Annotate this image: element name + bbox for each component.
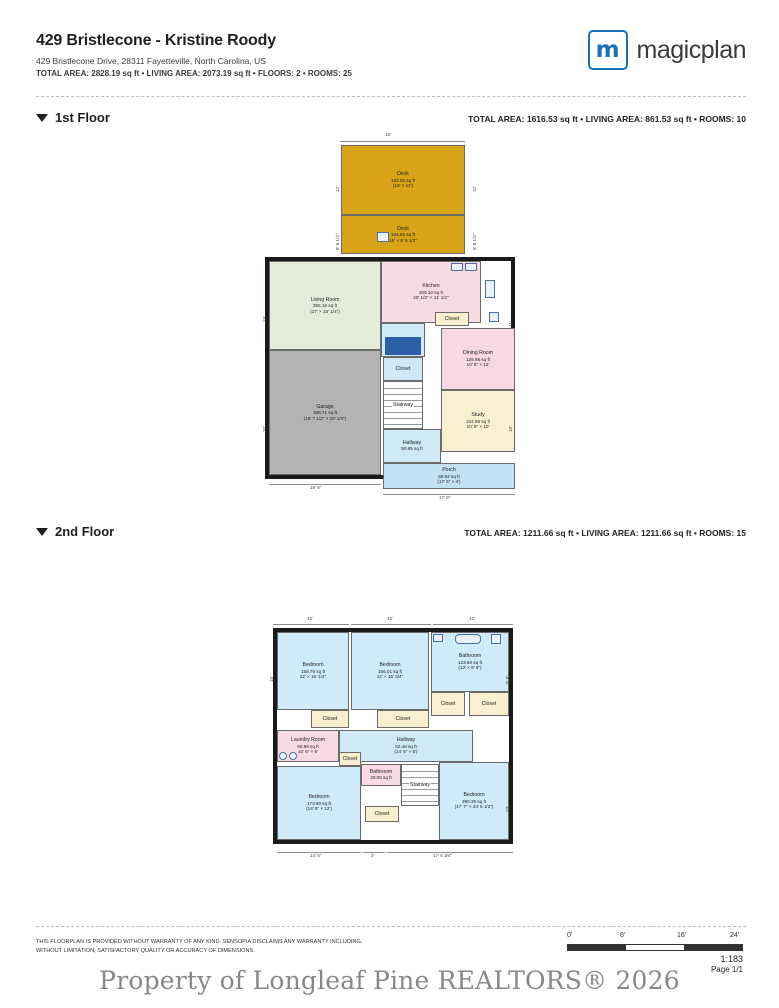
- room-label: Closet: [395, 715, 411, 722]
- stove-fixture-icon: [465, 263, 477, 271]
- room-label: Dining Room: [463, 350, 493, 357]
- room-area: 209.10 sq ft: [418, 289, 443, 295]
- scale-ratio: 1:183: [720, 954, 743, 964]
- room-closet-b[interactable]: [469, 692, 509, 716]
- room-label: Closet: [440, 700, 456, 707]
- floor2-name: 2nd Floor: [55, 524, 115, 539]
- room-dims: (19' 7 1/2" × 20' 1/4"): [303, 415, 347, 421]
- room-area: 104.65 sq ft: [390, 232, 415, 238]
- property-address: 429 Bristlecone Drive, 28311 Fayetteville, North Carolina, US: [36, 56, 266, 66]
- footer-divider: [36, 926, 746, 927]
- room-dims: (13' × 9' 6"): [458, 665, 482, 671]
- room-closet-kitchen[interactable]: [435, 312, 469, 326]
- room-area: 123.50 sq ft: [457, 659, 482, 665]
- room-dims: 12' × 15' 1/4": [299, 674, 327, 680]
- dim-line-garage-bottom: [269, 484, 381, 485]
- dim-top-a: 12': [307, 616, 313, 621]
- room-label: Hallway: [402, 439, 422, 446]
- room-label: Hallway: [396, 737, 416, 744]
- dim-right-b: 23': [505, 806, 510, 812]
- dim-left-a: 15': [269, 676, 274, 682]
- room-label: Stairway: [410, 781, 430, 788]
- room-dims: (14' 6" × 12'): [306, 806, 332, 812]
- room-label: Deck: [397, 171, 409, 178]
- room-label: Bedroom: [379, 662, 401, 669]
- room-closet-a[interactable]: [431, 692, 465, 716]
- room-area: 173.80 sq ft: [306, 800, 331, 806]
- room-stairway[interactable]: [383, 381, 423, 429]
- floor2-plan: [255, 612, 535, 872]
- disclaimer-line-2: WITHOUT LIMITATION, SATISFACTORY QUALITY OR ACCURACY OF DIMENSIONS.: [36, 947, 255, 954]
- room-garage[interactable]: [269, 350, 381, 475]
- room-label: Laundry Room: [290, 737, 326, 744]
- dim-top-b: 12': [387, 616, 393, 621]
- room-dims: (17' × 15' 1/4"): [310, 308, 340, 314]
- dim-right-upper: 11': [508, 321, 513, 327]
- room-dims: 12' × 15' 3/4": [376, 674, 404, 680]
- floor1-header: [36, 110, 746, 125]
- dim-line-top-b: [351, 624, 431, 625]
- header-divider: [36, 96, 746, 97]
- room-label: Closet: [395, 365, 411, 372]
- room-dims: (16' × 12'): [392, 183, 414, 189]
- room-closet-f[interactable]: [365, 806, 399, 822]
- dim-garage-bottom: 19' 6": [310, 485, 322, 490]
- room-bedroom-2[interactable]: [351, 632, 429, 710]
- room-label: Bedroom: [302, 662, 324, 669]
- room-closet-d[interactable]: [377, 710, 429, 728]
- floor1-plan: [255, 132, 535, 507]
- room-label: Deck: [397, 225, 409, 232]
- scale-tick-3: 24': [730, 932, 740, 939]
- dim-house-bottom: 17' 6": [439, 495, 451, 500]
- room-area: 104.95 sq ft: [465, 418, 490, 424]
- room-label: Bathroom: [369, 768, 393, 775]
- magicplan-mark-icon: m: [588, 30, 628, 70]
- room-dims: 10' 6" × 6': [297, 749, 319, 755]
- wall-bottom: [273, 840, 513, 844]
- room-dims: (17' 7" × 23' 6 1/2"): [454, 804, 494, 810]
- page-title: 429 Bristlecone - Kristine Roody: [36, 32, 276, 49]
- floor1-stats: TOTAL AREA: 1616.53 sq ft • LIVING AREA: 861.53 sq ft • ROOMS: 10: [468, 114, 746, 124]
- room-porch[interactable]: [383, 463, 515, 489]
- room-area: 388.71 sq ft: [312, 410, 337, 416]
- dim-right-lower: 10': [508, 426, 513, 432]
- watermark: Property of Longleaf Pine REALTORS® 2026: [99, 966, 680, 995]
- room-closet-c[interactable]: [311, 710, 349, 728]
- room-area: 90.85 sq ft: [401, 446, 423, 452]
- disclaimer-line-1: THIS FLOORPLAN IS PROVIDED WITHOUT WARRANTY OF ANY KIND. SENSOPIA DISCLAIMS ANY WARRANTY INCLUDING,: [36, 939, 363, 945]
- appliance-fixture-icon: [489, 312, 499, 322]
- room-bedroom-3[interactable]: [277, 766, 361, 840]
- dim-bottom-a: 14' 6": [310, 853, 322, 858]
- room-deck-upper[interactable]: [341, 145, 465, 215]
- floor2-stats: TOTAL AREA: 1211.66 sq ft • LIVING AREA: 1211.66 sq ft • ROOMS: 15: [464, 528, 746, 538]
- chevron-down-icon[interactable]: [36, 114, 48, 122]
- toilet-fixture-icon: [491, 634, 501, 644]
- dim-line-deck-top: [340, 141, 465, 142]
- dim-deck-left: 12': [335, 186, 340, 192]
- deck-stair-fixture-icon: [377, 232, 389, 242]
- scale-tick-1: 8': [620, 932, 626, 939]
- fridge-fixture-icon: [485, 280, 495, 298]
- dim-right-a: 9' 6": [505, 675, 510, 684]
- dryer-fixture-icon: [289, 752, 297, 760]
- room-label: Kitchen: [422, 283, 440, 290]
- floor2-header: [36, 524, 746, 539]
- scale-seg-2: [626, 945, 684, 950]
- room-label: Study: [471, 412, 485, 419]
- room-dining-room[interactable]: [441, 328, 515, 390]
- room-label: Closet: [342, 755, 358, 762]
- scale-seg-3: [685, 945, 742, 950]
- chevron-down-icon[interactable]: [36, 528, 48, 536]
- page-number: Page 1/1: [710, 965, 743, 974]
- washer-fixture-icon: [279, 752, 287, 760]
- room-area: 290.39 sq ft: [461, 798, 486, 804]
- dim-top-c: 12': [469, 616, 475, 621]
- dim-deck2-right: 6' 6 1/2": [472, 233, 477, 250]
- dim-line-top-a: [273, 624, 349, 625]
- bathtub-fixture-icon: [455, 634, 481, 644]
- room-study[interactable]: [441, 390, 515, 452]
- room-label: Stairway: [393, 401, 413, 408]
- property-stats: TOTAL AREA: 2828.19 sq ft • LIVING AREA: 2073.19 sq ft • FLOORS: 2 • ROOMS: 25: [36, 69, 352, 78]
- room-deck-lower[interactable]: [341, 215, 465, 254]
- room-dims: 10' 6" × 12': [466, 362, 490, 368]
- dim-living-left: 15': [262, 316, 267, 322]
- sink-fixture-icon: [433, 634, 443, 642]
- scale-bar-graphic: [567, 944, 743, 951]
- room-closet-middle[interactable]: [383, 357, 423, 381]
- magicplan-wordmark: magicplan: [636, 35, 746, 64]
- room-area: 158.76 sq ft: [300, 668, 325, 674]
- room-closet-e[interactable]: [339, 752, 361, 766]
- room-area: 69.92 sq ft: [438, 473, 460, 479]
- dim-garage-left: 20': [262, 426, 267, 432]
- room-dims: (17' 6" × 4'): [437, 479, 461, 485]
- room-dims: 10' 6" × 10': [466, 424, 490, 430]
- dim-deck-right: 12': [472, 186, 477, 192]
- dim-deck-top: 16': [385, 132, 391, 137]
- room-label: Closet: [374, 810, 390, 817]
- room-area: 40.00 sq ft: [370, 775, 392, 781]
- room-label: Closet: [481, 700, 497, 707]
- room-label: Closet: [444, 315, 460, 322]
- room-bathroom-small[interactable]: [361, 764, 401, 786]
- room-label: Closet: [322, 715, 338, 722]
- scale-seg-1: [568, 945, 626, 950]
- stair-block-icon: [385, 337, 421, 355]
- room-area: 62.48 sq ft: [395, 743, 417, 749]
- dim-bottom-c: 17' 6 3/4": [433, 853, 453, 858]
- footer-disclaimer: [36, 938, 466, 955]
- scale-tick-0: 0': [567, 932, 573, 939]
- room-dims: 20' 1/2" × 11' 1/2": [413, 295, 449, 301]
- room-area: 156.01 sq ft: [377, 668, 402, 674]
- room-dims: 16' × 6' 6 1/2": [389, 237, 417, 243]
- room-label: Living Room: [310, 296, 340, 303]
- dim-line-top-c: [433, 624, 513, 625]
- room-area: 192.00 sq ft: [390, 177, 415, 183]
- dim-bottom-b: 3': [371, 853, 375, 858]
- room-hallway[interactable]: [383, 429, 441, 463]
- scale-tick-labels: [567, 932, 743, 944]
- magicplan-logo: [588, 30, 746, 70]
- scale-tick-2: 16': [677, 932, 687, 939]
- room-dims: (14' 6" × 6'): [394, 749, 418, 755]
- dim-deck2-left: 6' 6 1/2": [335, 233, 340, 250]
- room-label: Garage: [316, 403, 334, 410]
- room-label: Porch: [442, 467, 456, 474]
- room-area: 60.98 sq ft: [297, 743, 319, 749]
- room-area: 125.98 sq ft: [465, 356, 490, 362]
- room-label: Bedroom: [308, 794, 330, 801]
- room-stairway-2[interactable]: [401, 764, 439, 806]
- sink-fixture-icon: [451, 263, 463, 271]
- room-living-room[interactable]: [269, 261, 381, 350]
- page-header: [36, 32, 746, 78]
- room-label: Bathroom: [458, 653, 482, 660]
- floor1-name: 1st Floor: [55, 110, 110, 125]
- room-area: 255.16 sq ft: [312, 303, 337, 309]
- room-label: Bedroom: [463, 792, 485, 799]
- room-bedroom-4[interactable]: [439, 762, 509, 840]
- room-bedroom-1[interactable]: [277, 632, 349, 710]
